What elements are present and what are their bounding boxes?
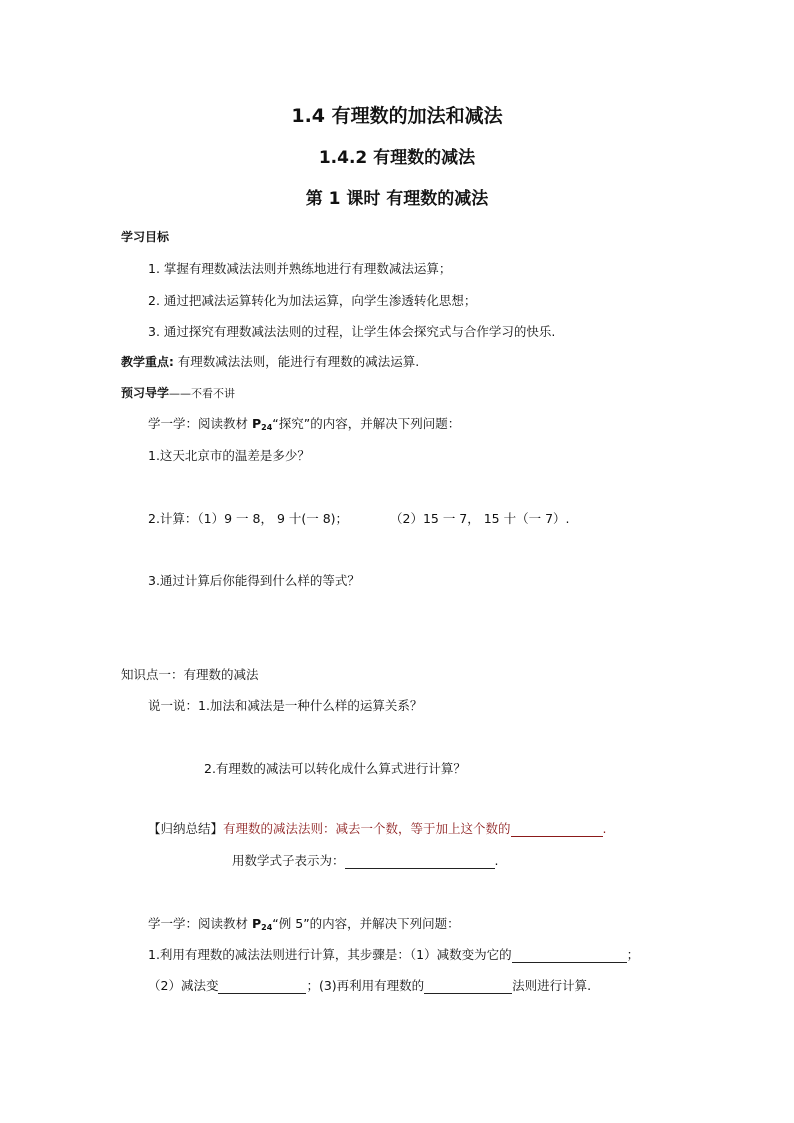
preview-intro-pre: 学一学：阅读教材 <box>148 416 252 431</box>
formula-answer-blank[interactable] <box>345 853 495 869</box>
preview-intro <box>148 416 460 433</box>
formula-line <box>232 853 499 869</box>
preview-question-3: 3.通过计算后你能得到什么样的等式？ <box>148 573 360 588</box>
preview-question-2b: （2）15 一 7， 15 十（一 7）. <box>390 511 570 526</box>
page-ref-p: P <box>251 416 262 431</box>
step-3-answer-blank[interactable] <box>424 978 512 994</box>
objective-item-1: 1. 掌握有理数减法法则并熟练地进行有理数减法运算； <box>148 261 452 276</box>
preview-heading-suffix: ——不看不讲 <box>169 387 236 400</box>
lesson-title: 第 1 课时 有理数的减法 <box>305 189 489 209</box>
preview-heading-line <box>121 386 235 400</box>
say-question-1: 说一说：1.加法和减法是一种什么样的运算关系？ <box>148 698 423 713</box>
summary-end: . <box>602 821 607 836</box>
section-title: 1.4.2 有理数的减法 <box>318 148 476 168</box>
steps-line-1-text: 1.利用有理数的减法法则进行计算，其步骤是：（1）减数变为它的 <box>148 947 512 962</box>
steps-line-2 <box>148 978 591 994</box>
study2-page-ref-number: 24 <box>261 923 273 932</box>
key-point-text: 有理数减法法则，能进行有理数的减法运算. <box>177 354 420 369</box>
key-point-label: 教学重点: <box>121 355 174 369</box>
summary-line <box>148 821 607 837</box>
formula-end: . <box>494 853 499 868</box>
say-question-2: 2.有理数的减法可以转化成什么算式进行计算？ <box>204 761 466 776</box>
study2-page-ref-p: P <box>251 916 262 931</box>
page-ref-number: 24 <box>261 423 273 432</box>
step-1-answer-blank[interactable] <box>512 947 627 963</box>
key-point <box>121 354 419 369</box>
study2-intro-pre: 学一学：阅读教材 <box>148 916 252 931</box>
steps-line-2-a: （2）减法变 <box>148 978 219 993</box>
preview-question-1: 1.这天北京市的温差是多少？ <box>148 448 310 463</box>
objective-item-3: 3. 通过探究有理数减法法则的过程，让学生体会探究式与合作学习的快乐. <box>148 324 556 339</box>
preview-intro-post: “探究”的内容，并解决下列问题： <box>272 416 461 431</box>
knowledge-heading: 知识点一：有理数的减法 <box>121 667 259 682</box>
summary-bracket: 【归纳总结】 <box>148 821 224 836</box>
formula-label: 用数学式子表示为： <box>232 853 345 868</box>
objective-item-2: 2. 通过把减法运算转化为加法运算，向学生渗透转化思想； <box>148 293 477 308</box>
objectives-heading: 学习目标 <box>121 230 170 244</box>
steps-line-2-b: ；(3)再利用有理数的 <box>306 978 425 993</box>
steps-line-1 <box>148 947 639 963</box>
step-2-answer-blank[interactable] <box>218 978 306 994</box>
summary-answer-blank[interactable] <box>511 821 603 837</box>
study2-intro <box>148 916 460 933</box>
preview-question-2a: 2.计算：（1）9 一 8， 9 十(一 8)； <box>148 511 349 526</box>
main-title: 1.4 有理数的加法和减法 <box>291 105 503 127</box>
steps-line-1-end: ； <box>626 947 640 962</box>
steps-line-2-c: 法则进行计算. <box>512 978 592 993</box>
preview-heading: 预习导学 <box>121 386 170 400</box>
study2-intro-post: “例 5”的内容，并解决下列问题： <box>272 916 460 931</box>
summary-rule-text: 有理数的减法法则：减去一个数，等于加上这个数的 <box>223 821 511 836</box>
